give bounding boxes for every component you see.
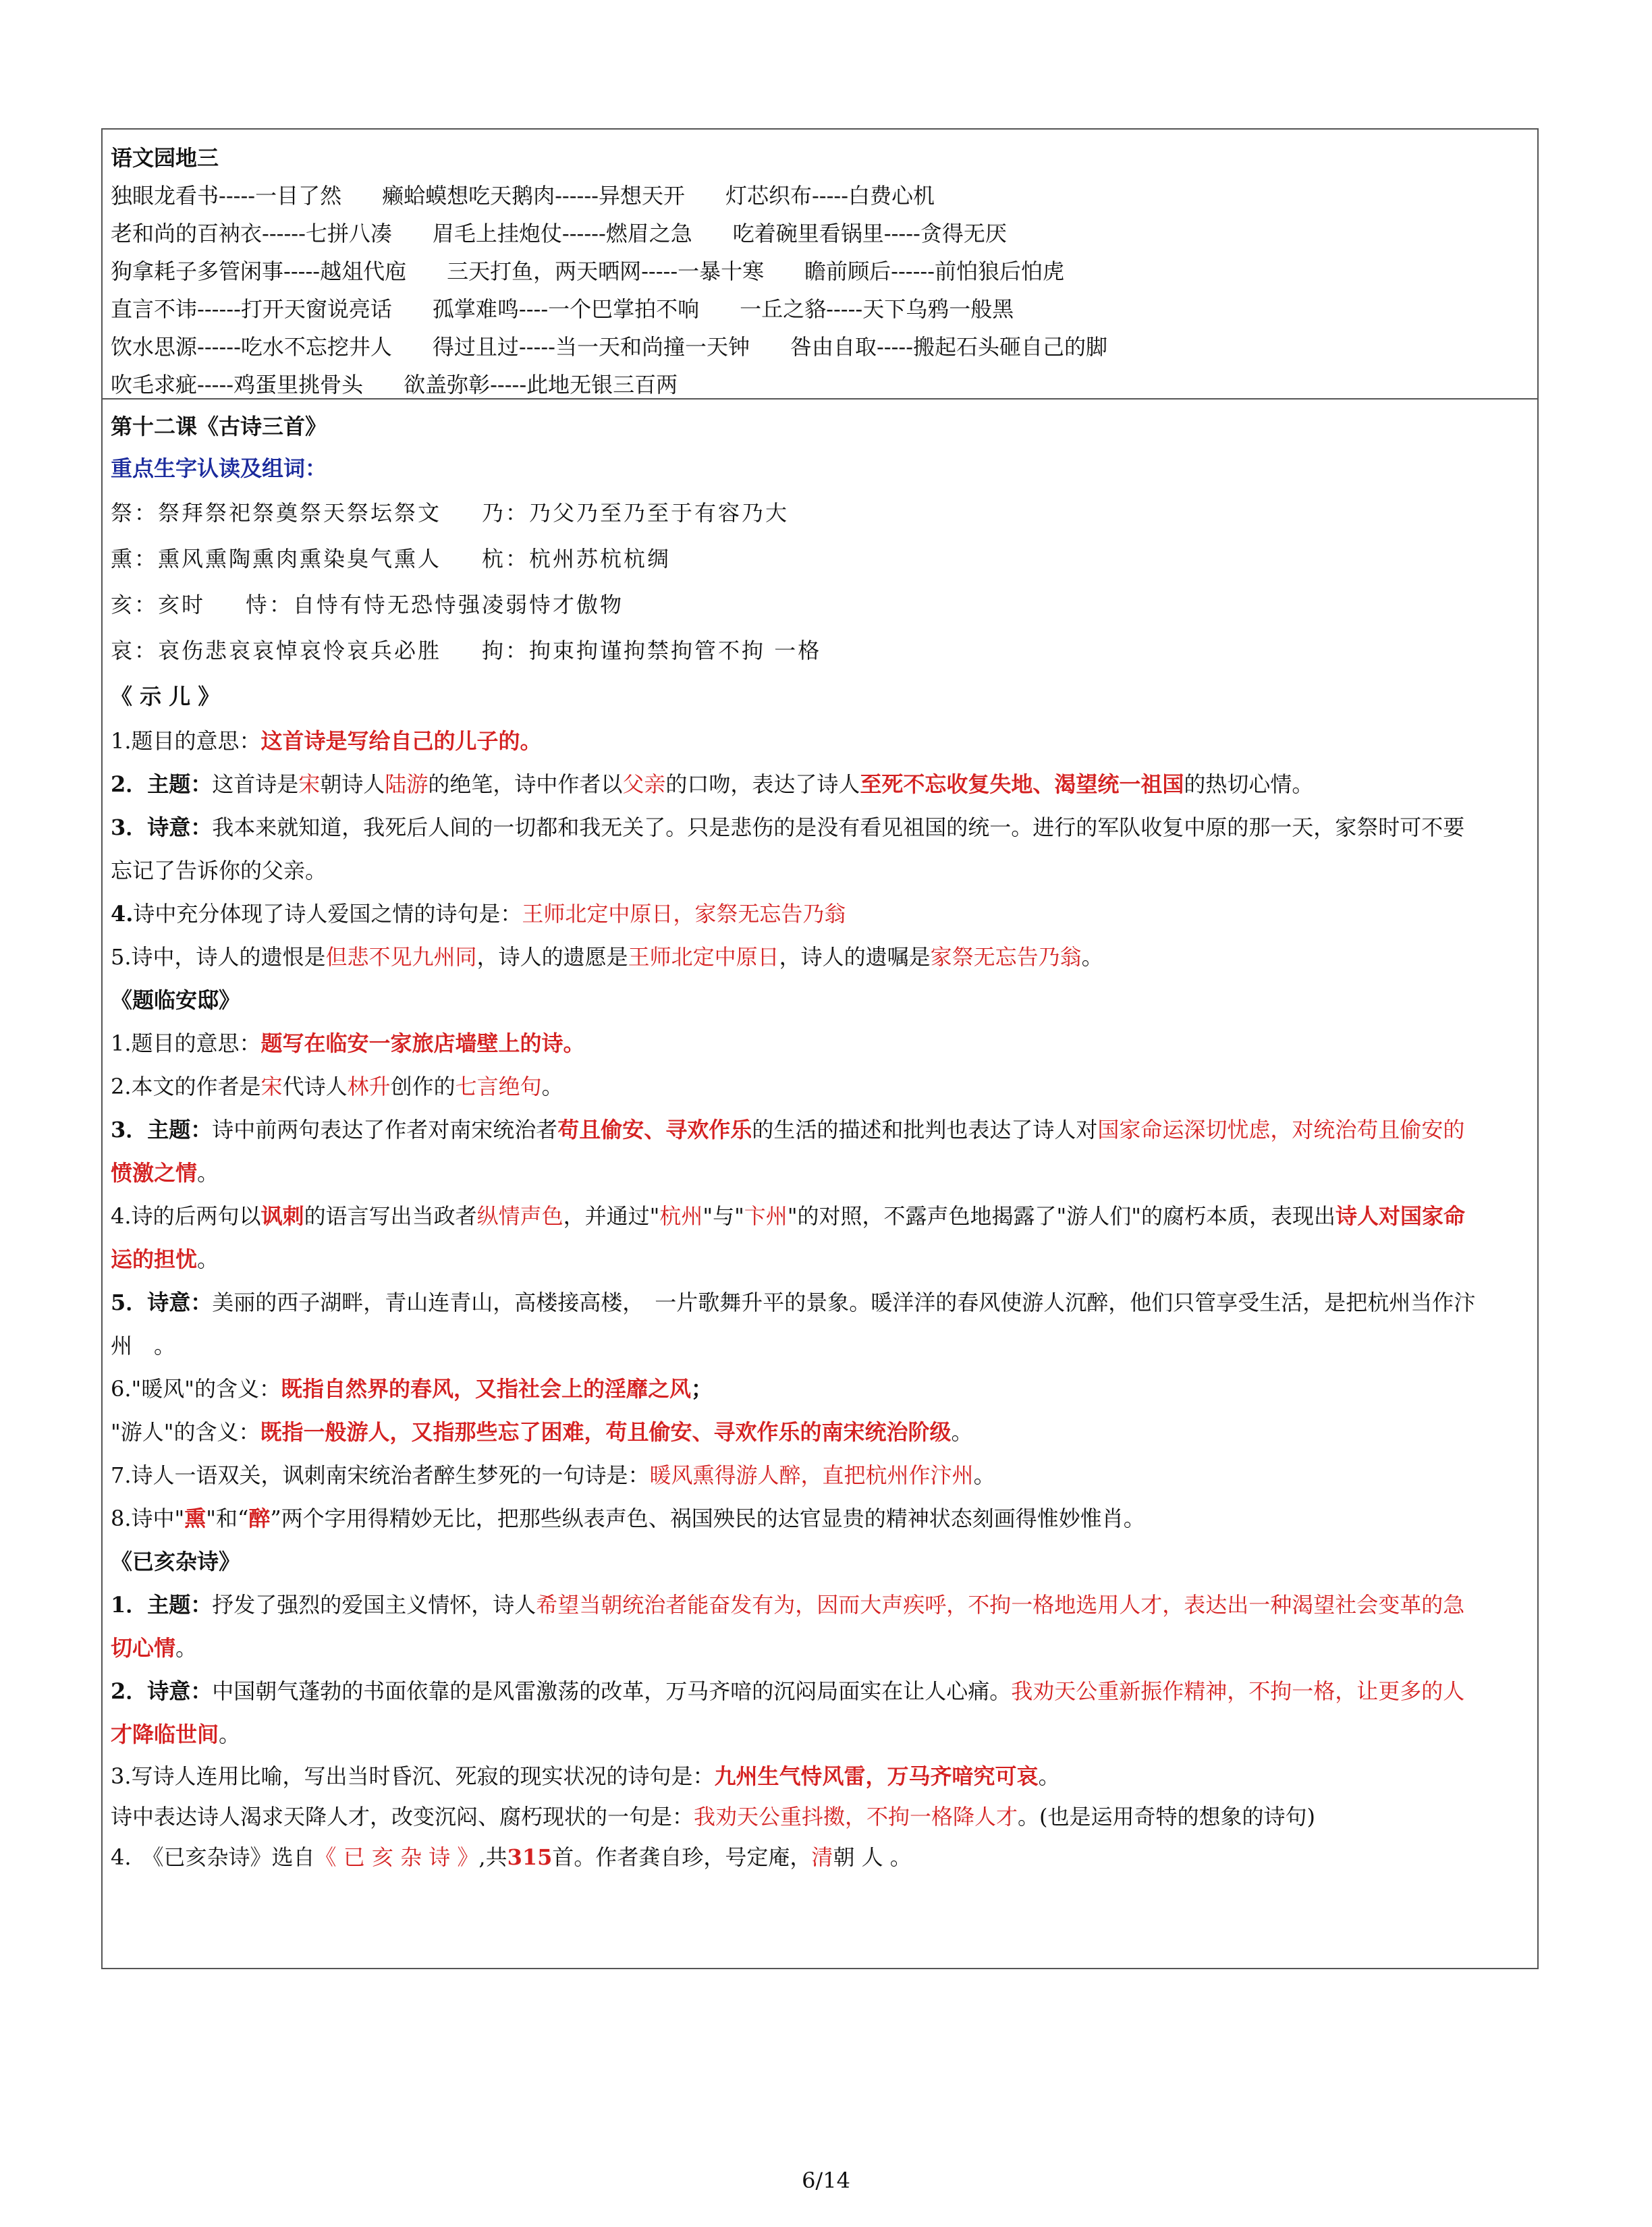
line-label: 1．主题： bbox=[111, 1592, 213, 1618]
tilin-line-3 bbox=[111, 1108, 1529, 1151]
shier-line-2 bbox=[111, 763, 1529, 806]
text: 朝诗人 bbox=[320, 771, 385, 797]
answer-text: 愤激之情 bbox=[111, 1160, 198, 1186]
idiom-line bbox=[111, 252, 1529, 290]
text: 州 。 bbox=[111, 1333, 176, 1358]
line-label: 3．诗意： bbox=[111, 815, 213, 840]
answer-text: 切心情 bbox=[111, 1635, 176, 1661]
text: 。 bbox=[175, 1635, 198, 1661]
idiom-line bbox=[111, 328, 1529, 366]
vocab-line bbox=[111, 628, 1529, 673]
vocab-line bbox=[111, 536, 1529, 582]
tilin-line-4b bbox=[111, 1238, 1529, 1281]
text: 。 bbox=[541, 1074, 563, 1099]
idiom-pair: 灯芯织布-----白费心机 bbox=[725, 183, 935, 209]
idiom-pair: 咎由自取-----搬起石头砸自己的脚 bbox=[790, 334, 1108, 360]
answer-text: 暖风熏得游人醉，直把杭州作汴州 bbox=[649, 1462, 974, 1488]
answer-text: 这首诗是写给自己的儿子的。 bbox=[260, 728, 542, 754]
line-label: 4. bbox=[111, 901, 134, 927]
idiom-pair: 得过且过-----当一天和尚撞一天钟 bbox=[432, 334, 750, 360]
answer-text: 九州生气恃风雷，万马齐喑究可哀 bbox=[714, 1763, 1039, 1789]
answer-text: 家祭无忘告乃翁 bbox=[930, 944, 1082, 970]
section-lesson-12 bbox=[101, 400, 1539, 1969]
section-title: 语文园地三 bbox=[111, 145, 219, 171]
text: 的热切心情。 bbox=[1184, 771, 1314, 797]
idiom-line bbox=[111, 290, 1529, 328]
text: 。 bbox=[197, 1160, 219, 1186]
text: 朝 人 。 bbox=[833, 1844, 912, 1870]
shier-line-5 bbox=[111, 935, 1529, 979]
text: 。 bbox=[951, 1419, 973, 1445]
answer-text: 林升 bbox=[347, 1074, 391, 1099]
line-label: 3．主题： bbox=[111, 1117, 213, 1143]
answer-text: 才降临世间 bbox=[111, 1722, 219, 1747]
idiom-pair: 眉毛上挂炮仗------燃眉之急 bbox=[432, 221, 692, 246]
text: ，诗人的遗嘱是 bbox=[779, 944, 931, 970]
answer-text: 《 已 亥 杂 诗 》 bbox=[314, 1844, 479, 1870]
line-label: 1.题目的意思： bbox=[111, 728, 261, 754]
text: 我本来就知道，我死后人间的一切都和我无关了。只是悲伤的是没有看见祖国的统一。进行的军队收复中原的那一天，家祭时可不要 bbox=[212, 815, 1465, 840]
answer-text: 题写在临安一家旅店墙壁上的诗。 bbox=[260, 1030, 585, 1056]
answer-text: 讽刺 bbox=[260, 1203, 304, 1229]
vocab-line bbox=[111, 582, 1529, 628]
idiom-pair: 癞蛤蟆想吃天鹅肉------异想天开 bbox=[382, 183, 685, 209]
vocab-item: 杭：杭州苏杭杭绸 bbox=[482, 546, 671, 572]
tilin-line-2 bbox=[111, 1065, 1529, 1108]
answer-text: 醉 bbox=[248, 1506, 271, 1531]
tilin-line-6b bbox=[111, 1410, 1529, 1454]
idiom-pair: 吹毛求疵-----鸡蛋里挑骨头 bbox=[111, 372, 364, 397]
text: 诗中充分体现了诗人爱国之情的诗句是： bbox=[133, 901, 522, 927]
shier-line-3b bbox=[111, 849, 1529, 892]
idiom-pair: 直言不讳------打开天窗说亮话 bbox=[111, 296, 392, 322]
text: 4. 《已亥杂诗》选自 bbox=[111, 1844, 315, 1870]
text: 。 bbox=[219, 1722, 241, 1747]
vocab-line bbox=[111, 490, 1529, 536]
answer-text: 宋 bbox=[260, 1074, 283, 1099]
idiom-pair: 饮水思源------吃水不忘挖井人 bbox=[111, 334, 392, 360]
vocab-item: 乃：乃父乃至乃至于有容乃大 bbox=[482, 500, 790, 526]
idiom-pair: 狗拿耗子多管闲事-----越俎代庖 bbox=[111, 258, 407, 284]
idiom-line bbox=[111, 366, 1529, 404]
text: "与" bbox=[703, 1203, 744, 1229]
idiom-pair: 独眼龙看书-----一目了然 bbox=[111, 183, 342, 209]
text: 。(也是运用奇特的想象的诗句) bbox=[1018, 1804, 1316, 1830]
text: "和“ bbox=[206, 1506, 249, 1531]
idiom-line bbox=[111, 215, 1529, 252]
answer-text: 但悲不见九州同 bbox=[325, 944, 477, 970]
text: 。 bbox=[1081, 944, 1103, 970]
text: 抒发了强烈的爱国主义情怀，诗人 bbox=[212, 1592, 536, 1618]
answer-text: 至死不忘收复失地、渴望统一祖国 bbox=[860, 771, 1184, 797]
text: 。 bbox=[1038, 1763, 1060, 1789]
vocab-item: 熏：熏风熏陶熏肉熏染臭气熏人 bbox=[111, 546, 442, 572]
tilin-line-7 bbox=[111, 1454, 1529, 1497]
document-body bbox=[101, 128, 1539, 1969]
tilin-line-5b bbox=[111, 1324, 1529, 1367]
jihai-line-4 bbox=[111, 1837, 1529, 1877]
answer-text: 315 bbox=[507, 1844, 553, 1870]
text: 6."暖风"的含义： bbox=[111, 1376, 281, 1402]
jihai-line-3b bbox=[111, 1796, 1529, 1837]
tilin-line-3b bbox=[111, 1151, 1529, 1194]
line-label: 1.题目的意思： bbox=[111, 1030, 261, 1056]
idiom-line bbox=[111, 177, 1529, 215]
line-label: 5．诗意： bbox=[111, 1290, 213, 1315]
tilin-line-5 bbox=[111, 1281, 1529, 1324]
tilin-line-6 bbox=[111, 1367, 1529, 1410]
text: 5.诗中，诗人的遗恨是 bbox=[111, 944, 326, 970]
answer-text: 纵情声色 bbox=[476, 1203, 563, 1229]
shier-line-3 bbox=[111, 806, 1529, 849]
shier-line-4 bbox=[111, 892, 1529, 935]
text: 中国朝气蓬勃的书面依靠的是风雷激荡的改革，万马齐喑的沉闷局面实在让人心痛。 bbox=[212, 1678, 1012, 1704]
answer-text: 诗人对国家命 bbox=[1335, 1203, 1465, 1229]
text: 的语言写出当政者 bbox=[304, 1203, 477, 1229]
answer-text: 杭州 bbox=[659, 1203, 703, 1229]
jihai-line-2b bbox=[111, 1713, 1529, 1756]
answer-text: 宋 bbox=[298, 771, 321, 797]
idiom-pair: 吃着碗里看锅里-----贪得无厌 bbox=[732, 221, 1007, 246]
text: ； bbox=[691, 1376, 713, 1402]
text: 创作的 bbox=[390, 1074, 456, 1099]
page-number: 6/14 bbox=[802, 2168, 850, 2193]
text: 。 bbox=[197, 1246, 219, 1272]
idiom-pair: 一丘之貉-----天下乌鸦一般黑 bbox=[740, 296, 1014, 322]
answer-text: 王师北定中原日 bbox=[628, 944, 779, 970]
tilin-line-1 bbox=[111, 1022, 1529, 1065]
jihai-line-3 bbox=[111, 1756, 1529, 1796]
text: 忘记了告诉你的父亲。 bbox=[111, 858, 327, 883]
answer-text: 七言绝句 bbox=[455, 1074, 542, 1099]
poem-title-shier: 《 示 儿 》 bbox=[111, 684, 220, 709]
idiom-pair: 欲盖弥彰-----此地无银三百两 bbox=[404, 372, 678, 397]
text: 的口吻，表达了诗人 bbox=[665, 771, 860, 797]
text: 代诗人 bbox=[282, 1074, 348, 1099]
line-label: 2．主题： bbox=[111, 771, 213, 797]
text: 2.本文的作者是 bbox=[111, 1074, 261, 1099]
text: 3.写诗人连用比喻，写出当时昏沉、死寂的现实状况的诗句是： bbox=[111, 1763, 715, 1789]
text: 的绝笔，诗中作者以 bbox=[428, 771, 623, 797]
vocab-heading: 重点生字认读及组词： bbox=[111, 456, 327, 481]
answer-text: 国家命运深切忧虑，对统治苟且偷安的 bbox=[1097, 1117, 1465, 1143]
answer-text: 卞州 bbox=[744, 1203, 788, 1229]
poem-title-tilin: 《题临安邸》 bbox=[111, 987, 241, 1013]
line-label: 2．诗意： bbox=[111, 1678, 213, 1704]
text: 这首诗是 bbox=[212, 771, 299, 797]
idiom-pair: 老和尚的百衲衣------七拼八凑 bbox=[111, 221, 392, 246]
text: ”两个字用得精妙无比，把那些纵表声色、祸国殃民的达官显贵的精神状态刻画得惟妙惟肖。 bbox=[270, 1506, 1145, 1531]
text: "游人"的含义： bbox=[111, 1419, 260, 1445]
answer-text: 清 bbox=[811, 1844, 833, 1870]
vocab-item: 亥：亥时 bbox=[111, 592, 206, 617]
vocab-item: 祭：祭拜祭祀祭奠祭天祭坛祭文 bbox=[111, 500, 442, 526]
vocab-item: 拘：拘束拘谨拘禁拘管不拘 一格 bbox=[482, 638, 822, 663]
answer-text: 既指一般游人，又指那些忘了困难，苟且偷安、寻欢作乐的南宋统治阶级 bbox=[260, 1419, 952, 1445]
jihai-line-2 bbox=[111, 1670, 1529, 1713]
vocab-item: 恃：自恃有恃无恐恃强凌弱恃才傲物 bbox=[246, 592, 624, 617]
answer-text: 王师北定中原日，家祭无忘告乃翁 bbox=[522, 901, 846, 927]
section-yuwen-yuandi bbox=[101, 128, 1539, 400]
text: 7.诗人一语双关，讽刺南宋统治者醉生梦死的一句诗是： bbox=[111, 1462, 650, 1488]
answer-text: 希望当朝统治者能奋发有为，因而大声疾呼，不拘一格地选用人才，表达出一种渴望社会变革的急 bbox=[536, 1592, 1465, 1618]
jihai-line-1 bbox=[111, 1583, 1529, 1626]
jihai-line-1b bbox=[111, 1626, 1529, 1670]
answer-text: 苟且偷安、寻欢作乐 bbox=[557, 1117, 752, 1143]
answer-text: 陆游 bbox=[385, 771, 429, 797]
answer-text: 我劝天公重抖擞，不拘一格降人才 bbox=[694, 1804, 1018, 1830]
text: ，并通过" bbox=[563, 1203, 660, 1229]
answer-text: 熏 bbox=[184, 1506, 206, 1531]
poem-title-jihai: 《已亥杂诗》 bbox=[111, 1549, 241, 1574]
text: 美丽的西子湖畔，青山连青山，高楼接高楼， 一片歌舞升平的景象。暖洋洋的春风使游人沉醉，他们只管享受生活，是把杭州当作汴 bbox=[212, 1290, 1476, 1315]
tilin-line-8 bbox=[111, 1497, 1529, 1540]
idiom-pair: 孤掌难鸣----一个巴掌拍不响 bbox=[432, 296, 700, 322]
answer-text: 既指自然界的春风，又指社会上的淫靡之风 bbox=[280, 1376, 691, 1402]
text: 的生活的描述和批判也表达了诗人对 bbox=[752, 1117, 1098, 1143]
answer-text: 我劝天公重新振作精神，不拘一格，让更多的人 bbox=[1011, 1678, 1465, 1704]
text: 诗中前两句表达了作者对南宋统治者 bbox=[212, 1117, 558, 1143]
lesson-title: 第十二课《古诗三首》 bbox=[111, 414, 327, 439]
shier-line-1 bbox=[111, 719, 1529, 763]
answer-text: 父亲 bbox=[622, 771, 666, 797]
idiom-pair: 三天打鱼，两天晒网-----一暴十寒 bbox=[447, 258, 765, 284]
text: ,共 bbox=[478, 1844, 507, 1870]
tilin-line-4 bbox=[111, 1194, 1529, 1238]
text: 诗中表达诗人渴求天降人才，改变沉闷、腐朽现状的一句是： bbox=[111, 1804, 694, 1830]
text: 4.诗的后两句以 bbox=[111, 1203, 261, 1229]
text: 。 bbox=[973, 1462, 995, 1488]
text: 首。作者龚自珍，号定庵， bbox=[552, 1844, 812, 1870]
answer-text: 运的担忧 bbox=[111, 1246, 198, 1272]
text: ，诗人的遗愿是 bbox=[476, 944, 628, 970]
vocab-item: 哀：哀伤悲哀哀悼哀怜哀兵必胜 bbox=[111, 638, 442, 663]
text: 8.诗中" bbox=[111, 1506, 185, 1531]
text: "的对照，不露声色地揭露了"游人们"的腐朽本质，表现出 bbox=[787, 1203, 1336, 1229]
idiom-pair: 瞻前顾后------前怕狼后怕虎 bbox=[804, 258, 1065, 284]
